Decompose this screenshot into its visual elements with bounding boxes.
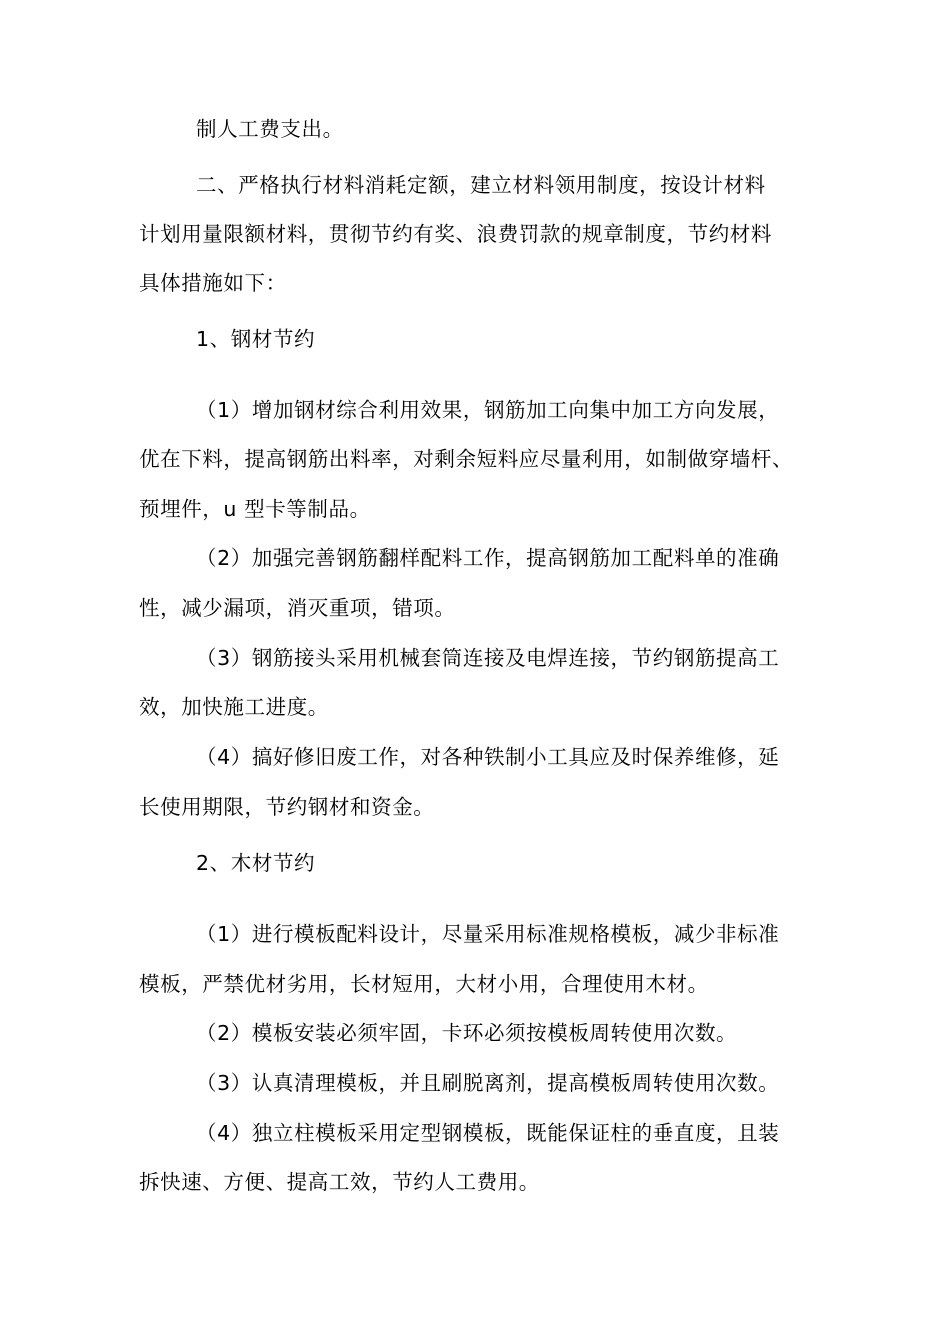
text-line-14: 长使用期限，节约钢材和资金。 [139, 795, 435, 819]
text-line-4: 具体措施如下： [139, 271, 287, 295]
text-line-2: 二、严格执行材料消耗定额，建立材料领用制度，按设计材料 [196, 173, 766, 197]
text-line-7: 优在下料，提高钢筋出料率，对剩余短料应尽量利用，如制做穿墙杆、 [139, 447, 794, 471]
text-line-21: 拆快速、方便、提高工效，节约人工费用。 [139, 1170, 540, 1194]
text-line-9: （2）加强完善钢筋翻样配料工作，提高钢筋加工配料单的准确 [196, 546, 780, 570]
text-line-17: 模板，严禁优材劣用，长材短用，大材小用，合理使用木材。 [139, 972, 709, 996]
text-line-13: （4）搞好修旧废工作，对各种铁制小工具应及时保养维修，延 [196, 745, 780, 769]
section-heading-steel: 1、钢材节约 [196, 327, 316, 351]
text-line-8: 预埋件，u 型卡等制品。 [139, 497, 371, 521]
text-line-19: （3）认真清理模板，并且刷脱离剂，提高模板周转使用次数。 [196, 1071, 780, 1095]
text-line-3: 计划用量限额材料，贯彻节约有奖、浪费罚款的规章制度，节约材料 [139, 222, 772, 246]
text-line-6: （1）增加钢材综合利用效果，钢筋加工向集中加工方向发展， [196, 398, 780, 422]
text-line-18: （2）模板安装必须牢固，卡环必须按模板周转使用次数。 [196, 1021, 738, 1045]
text-line-10: 性，减少漏项，消灭重项，错项。 [139, 596, 456, 620]
text-line-1: 制人工费支出。 [196, 117, 344, 141]
text-line-16: （1）进行模板配料设计，尽量采用标准规格模板，减少非标准 [196, 922, 780, 946]
section-heading-wood: 2、木材节约 [196, 851, 316, 875]
text-line-11: （3）钢筋接头采用机械套筒连接及电焊连接，节约钢筋提高工 [196, 646, 780, 670]
text-line-20: （4）独立柱模板采用定型钢模板，既能保证柱的垂直度，且装 [196, 1121, 780, 1145]
text-line-12: 效，加快施工进度。 [139, 695, 329, 719]
